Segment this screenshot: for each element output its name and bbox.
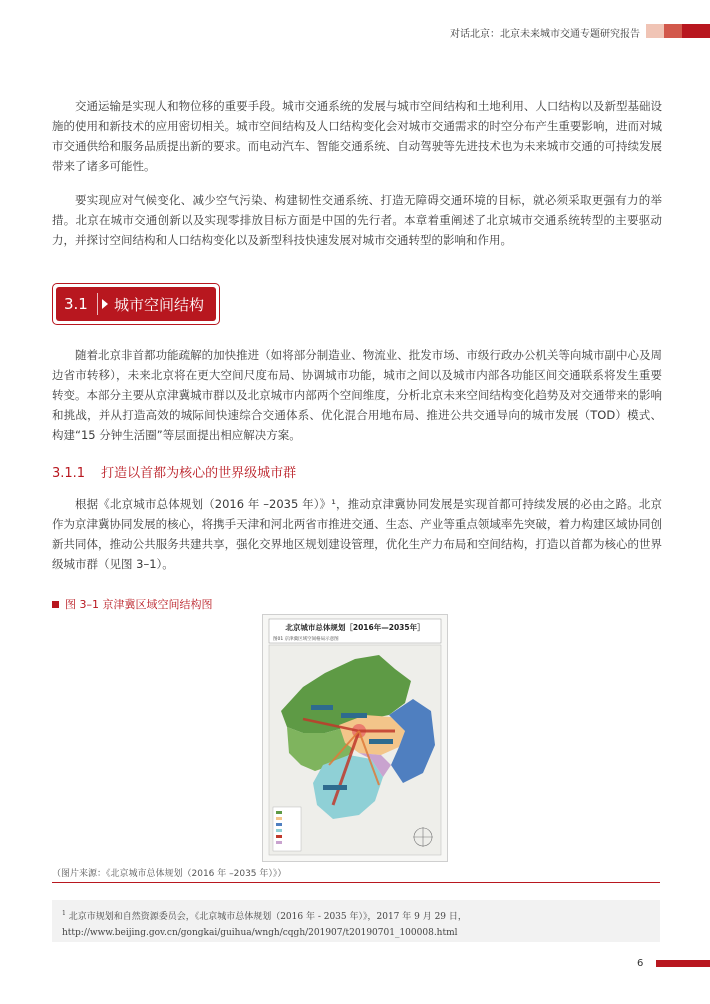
header-bar-dark	[682, 24, 710, 38]
header-bar-mid	[664, 24, 682, 38]
map-illustration	[263, 615, 447, 861]
running-header-title: 对话北京：北京未来城市交通专题研究报告	[450, 29, 640, 40]
section-number: 3.1	[56, 293, 98, 315]
footnote-text: 北京市规划和自然资源委员会，《北京城市总体规划（2016 年 - 2035 年）》，2017 年 9 月 29 日，http://www.beijing.gov.cn/gongkai/guihua/wngh/cqgh/201907/t20190701_100008.html	[62, 912, 467, 938]
regional-structure-map	[262, 614, 448, 862]
subsection-heading	[52, 462, 296, 481]
footnote	[52, 900, 660, 942]
divider-line	[52, 882, 660, 883]
map-subtitle: 图01 京津冀区域空间格局示意图	[273, 637, 339, 642]
page-number-bar	[656, 960, 710, 967]
footnote-marker: 1	[62, 910, 66, 917]
intro-paragraph-2: 要实现应对气候变化、减少空气污染、构建韧性交通系统、打造无障碍交通环境的目标，就必须采取更强有力的举措。北京在城市交通创新以及实现零排放目标方面是中国的先行者。本章着重阐述了北京城市交通系统转型的主要驱动力，并探讨空间结构和人口结构变化以及新型科技快速发展对城市交通转型的影响和作用。	[52, 193, 662, 247]
map-title: 北京城市总体规划［2016年—2035年］	[285, 623, 425, 632]
page-number: 6	[637, 958, 644, 969]
section-heading-bar	[56, 287, 216, 321]
section-paragraph: 随着北京非首都功能疏解的加快推进（如将部分制造业、物流业、批发市场、市级行政办公机关等向城市副中心及周边省市转移），未来北京将在更大空间尺度布局、协调城市功能，城市之间以及城市内部各功能区间交通联系将发生重要转变。本部分主要从京津冀城市群以及北京城市内部两个空间维度，分析北京未来空间结构变化趋势及对交通带来的影响和挑战，并从打造高效的城际间快速综合交通体系、优化混合用地布局、推进公共交通导向的城市发展（TOD）模式、构建“15 分钟生活圈”等层面提出相应解决方案。	[52, 348, 662, 442]
header-decoration-bars	[646, 24, 710, 38]
intro-paragraph-1: 交通运输是实现人和物位移的重要手段。城市交通系统的发展与城市空间结构和土地利用、人口结构以及新型基础设施的使用和新技术的应用密切相关。城市空间结构及人口结构变化会对城市交通需求的时空分布产生重要影响，进而对城市交通供给和服务品质提出新的要求。而电动汽车、智能交通系统、自动驾驶等先进技术也为未来城市交通的可持续发展带来了诸多可能性。	[52, 99, 662, 173]
figure-caption	[52, 596, 213, 612]
section-heading	[52, 283, 220, 325]
triangle-arrow-icon	[102, 299, 108, 309]
figure-source: （图片来源：《北京城市总体规划（2016 年 –2035 年）》）	[52, 869, 287, 879]
square-bullet-icon	[52, 601, 59, 608]
subsection-title: 打造以首都为核心的世界级城市群	[101, 466, 297, 481]
section-title: 城市空间结构	[114, 295, 205, 314]
subsection-number: 3.1.1	[52, 466, 86, 481]
subsection-paragraph: 根据《北京城市总体规划（2016 年 –2035 年）》¹，推动京津冀协同发展是实现首都可持续发展的必由之路。北京作为京津冀协同发展的核心，将携手天津和河北两省市推进交通、生态、产业等重点领域率先突破，着力构建区域协同创新共同体，推动公共服务共建共享，强化交界地区规划建设管理，优化生产力布局和空间结构，打造以首都为核心的世界级城市群（见图 3–1）。	[52, 497, 662, 571]
header-bar-light	[646, 24, 664, 38]
figure-caption-text: 图 3–1 京津冀区域空间结构图	[65, 598, 213, 611]
